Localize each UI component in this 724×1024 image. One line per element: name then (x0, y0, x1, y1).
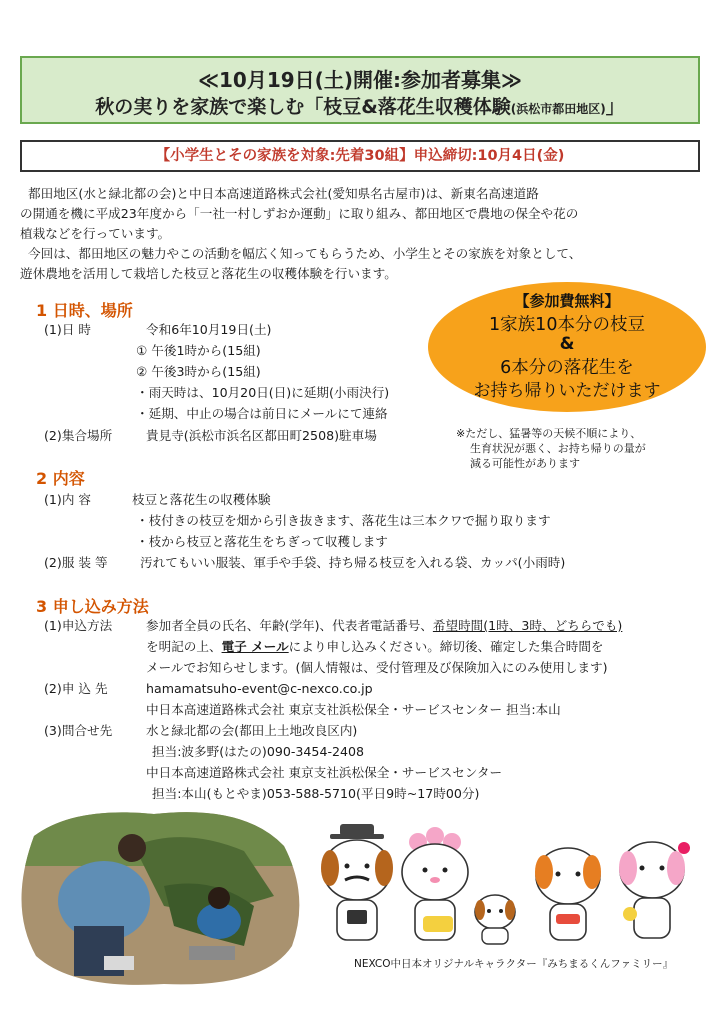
apply-to-label: (2)申 込 先 (44, 681, 108, 696)
method-line1 (146, 616, 622, 636)
time-slot-1: ① 午後1時から(15組) (136, 343, 261, 358)
method-line3: メールでお知らせします。(個人情報は、受付管理及び保険加入にのみ使用します) (146, 660, 608, 675)
event-date-title: ≪10月19日(土)開催:参加者募集≫ (198, 68, 522, 92)
inquiry-contact2: 担当:本山(もとやま)053-588-5710(平日9時~17時00分) (152, 786, 480, 801)
title-banner (20, 56, 700, 124)
method-line2-c: により申し込みください。締切後、確定した集合時間を (288, 639, 604, 654)
michimaru-mother (402, 827, 468, 940)
event-name-title (22, 92, 698, 119)
free-offer-takehome: お持ち帰りいただけます (473, 381, 661, 401)
note-line2: 生育状況が悪く、お持ち帰りの量が (470, 442, 646, 455)
method-label: (1)申込方法 (44, 618, 113, 633)
place-label: (2)集合場所 (44, 428, 113, 443)
clothes-label: (2)服 装 等 (44, 555, 108, 570)
michimaru-baby (475, 895, 515, 944)
inquiry-label: (3)問合せ先 (44, 723, 113, 738)
rain-policy: ・雨天時は、10月20日(日)に延期(小雨決行) (136, 385, 390, 400)
intro-p2-line1: 今回は、都田地区の魅力やこの活動を幅広く知ってもらうため、小学生とその家族を対象として、 (28, 246, 582, 261)
character-caption: NEXCO中日本オリジナルキャラクター『みちまるくんファミリー』 (354, 958, 674, 970)
inquiry-org1: 水と緑北都の会(都田上土地改良区内) (146, 723, 358, 738)
cancel-policy: ・延期、中止の場合は前日にメールにて連絡 (136, 406, 388, 421)
free-offer-note (456, 426, 646, 471)
inquiry-org2: 中日本高速道路株式会社 東京支社浜松保全・サービスセンター (146, 765, 503, 780)
apply-to-org: 中日本高速道路株式会社 東京支社浜松保全・サービスセンター 担当:本山 (146, 702, 561, 717)
place-value: 貴見寺(浜松市浜名区都田町2508)駐車場 (146, 428, 377, 443)
time-slot-2: ② 午後3時から(15組) (136, 364, 261, 379)
intro-p1-line1: 都田地区(水と緑北都の会)と中日本高速道路株式会社(愛知県名古屋市)は、新東名高速道路 (28, 186, 539, 201)
event-name-end: 」 (605, 96, 625, 118)
free-offer-oval (428, 282, 706, 412)
harvest-photo (14, 806, 302, 988)
intro-p1-line2: の開通を機に平成23年度から「一社一村しずおか運動」に取り組み、都田地区で農地の保全や花の (20, 206, 579, 221)
inquiry-contact1: 担当:波多野(はたの)090-3454-2408 (152, 744, 365, 759)
content-item-1: ・枝付きの枝豆を畑から引き抜きます、落花生は三本クワで掘り取ります (136, 513, 551, 528)
section1-heading: 1 日時、場所 (36, 301, 133, 320)
clothes-value: 汚れてもいい服装、軍手や手袋、持ち帰る枝豆を入れる袋、カッパ(小雨時) (140, 555, 566, 570)
free-offer-edamame: 1家族10本分の枝豆 (489, 315, 645, 335)
section3-heading: 3 申し込み方法 (36, 597, 149, 616)
intro-p2-line2: 遊休農地を活用して栽培した枝豆と落花生の収穫体験を行います。 (20, 266, 397, 281)
event-location-small: (浜松市都田地区) (510, 102, 606, 116)
method-line1-time: 希望時間(1時、3時、どちらでも) (432, 618, 623, 633)
target-text: 【小学生とその家族を対象:先着30組】申込締切:10月4日(金) (155, 148, 565, 164)
apply-email-link[interactable]: hamamatsuho-event@c-nexco.co.jp (146, 681, 373, 696)
content-value: 枝豆と落花生の収穫体験 (132, 492, 271, 507)
target-banner (20, 140, 700, 172)
michimaru-child (535, 848, 601, 940)
date-label: (1)日 時 (44, 322, 92, 337)
date-value: 令和6年10月19日(土) (146, 322, 272, 337)
event-name-main: 秋の実りを家族で楽しむ「枝豆&落花生収穫体験 (95, 96, 511, 118)
content-label: (1)内 容 (44, 492, 92, 507)
note-line3: 減る可能性があります (470, 457, 580, 470)
content-item-2: ・枝から枝豆と落花生をちぎって収穫します (136, 534, 388, 549)
michimaru-sister (619, 842, 690, 938)
free-offer-heading: 【参加費無料】 (514, 292, 620, 310)
intro-p1-line3: 植栽などを行っています。 (20, 226, 171, 241)
method-line2 (146, 637, 604, 657)
method-line1-a: 参加者全員の氏名、年齢(学年)、代表者電話番号、 (146, 618, 433, 633)
free-offer-peanuts: 6本分の落花生を (500, 358, 634, 378)
free-offer-ampersand: & (559, 334, 575, 354)
michimaru-family-illustration (300, 818, 714, 948)
michimaru-father (321, 824, 393, 940)
method-line2-email: 電子 メール (221, 639, 289, 654)
note-line1: ※ただし、猛暑等の天候不順により、 (456, 427, 642, 440)
method-line2-a: を明記の上、 (146, 639, 222, 654)
section2-heading: 2 内容 (36, 469, 85, 488)
